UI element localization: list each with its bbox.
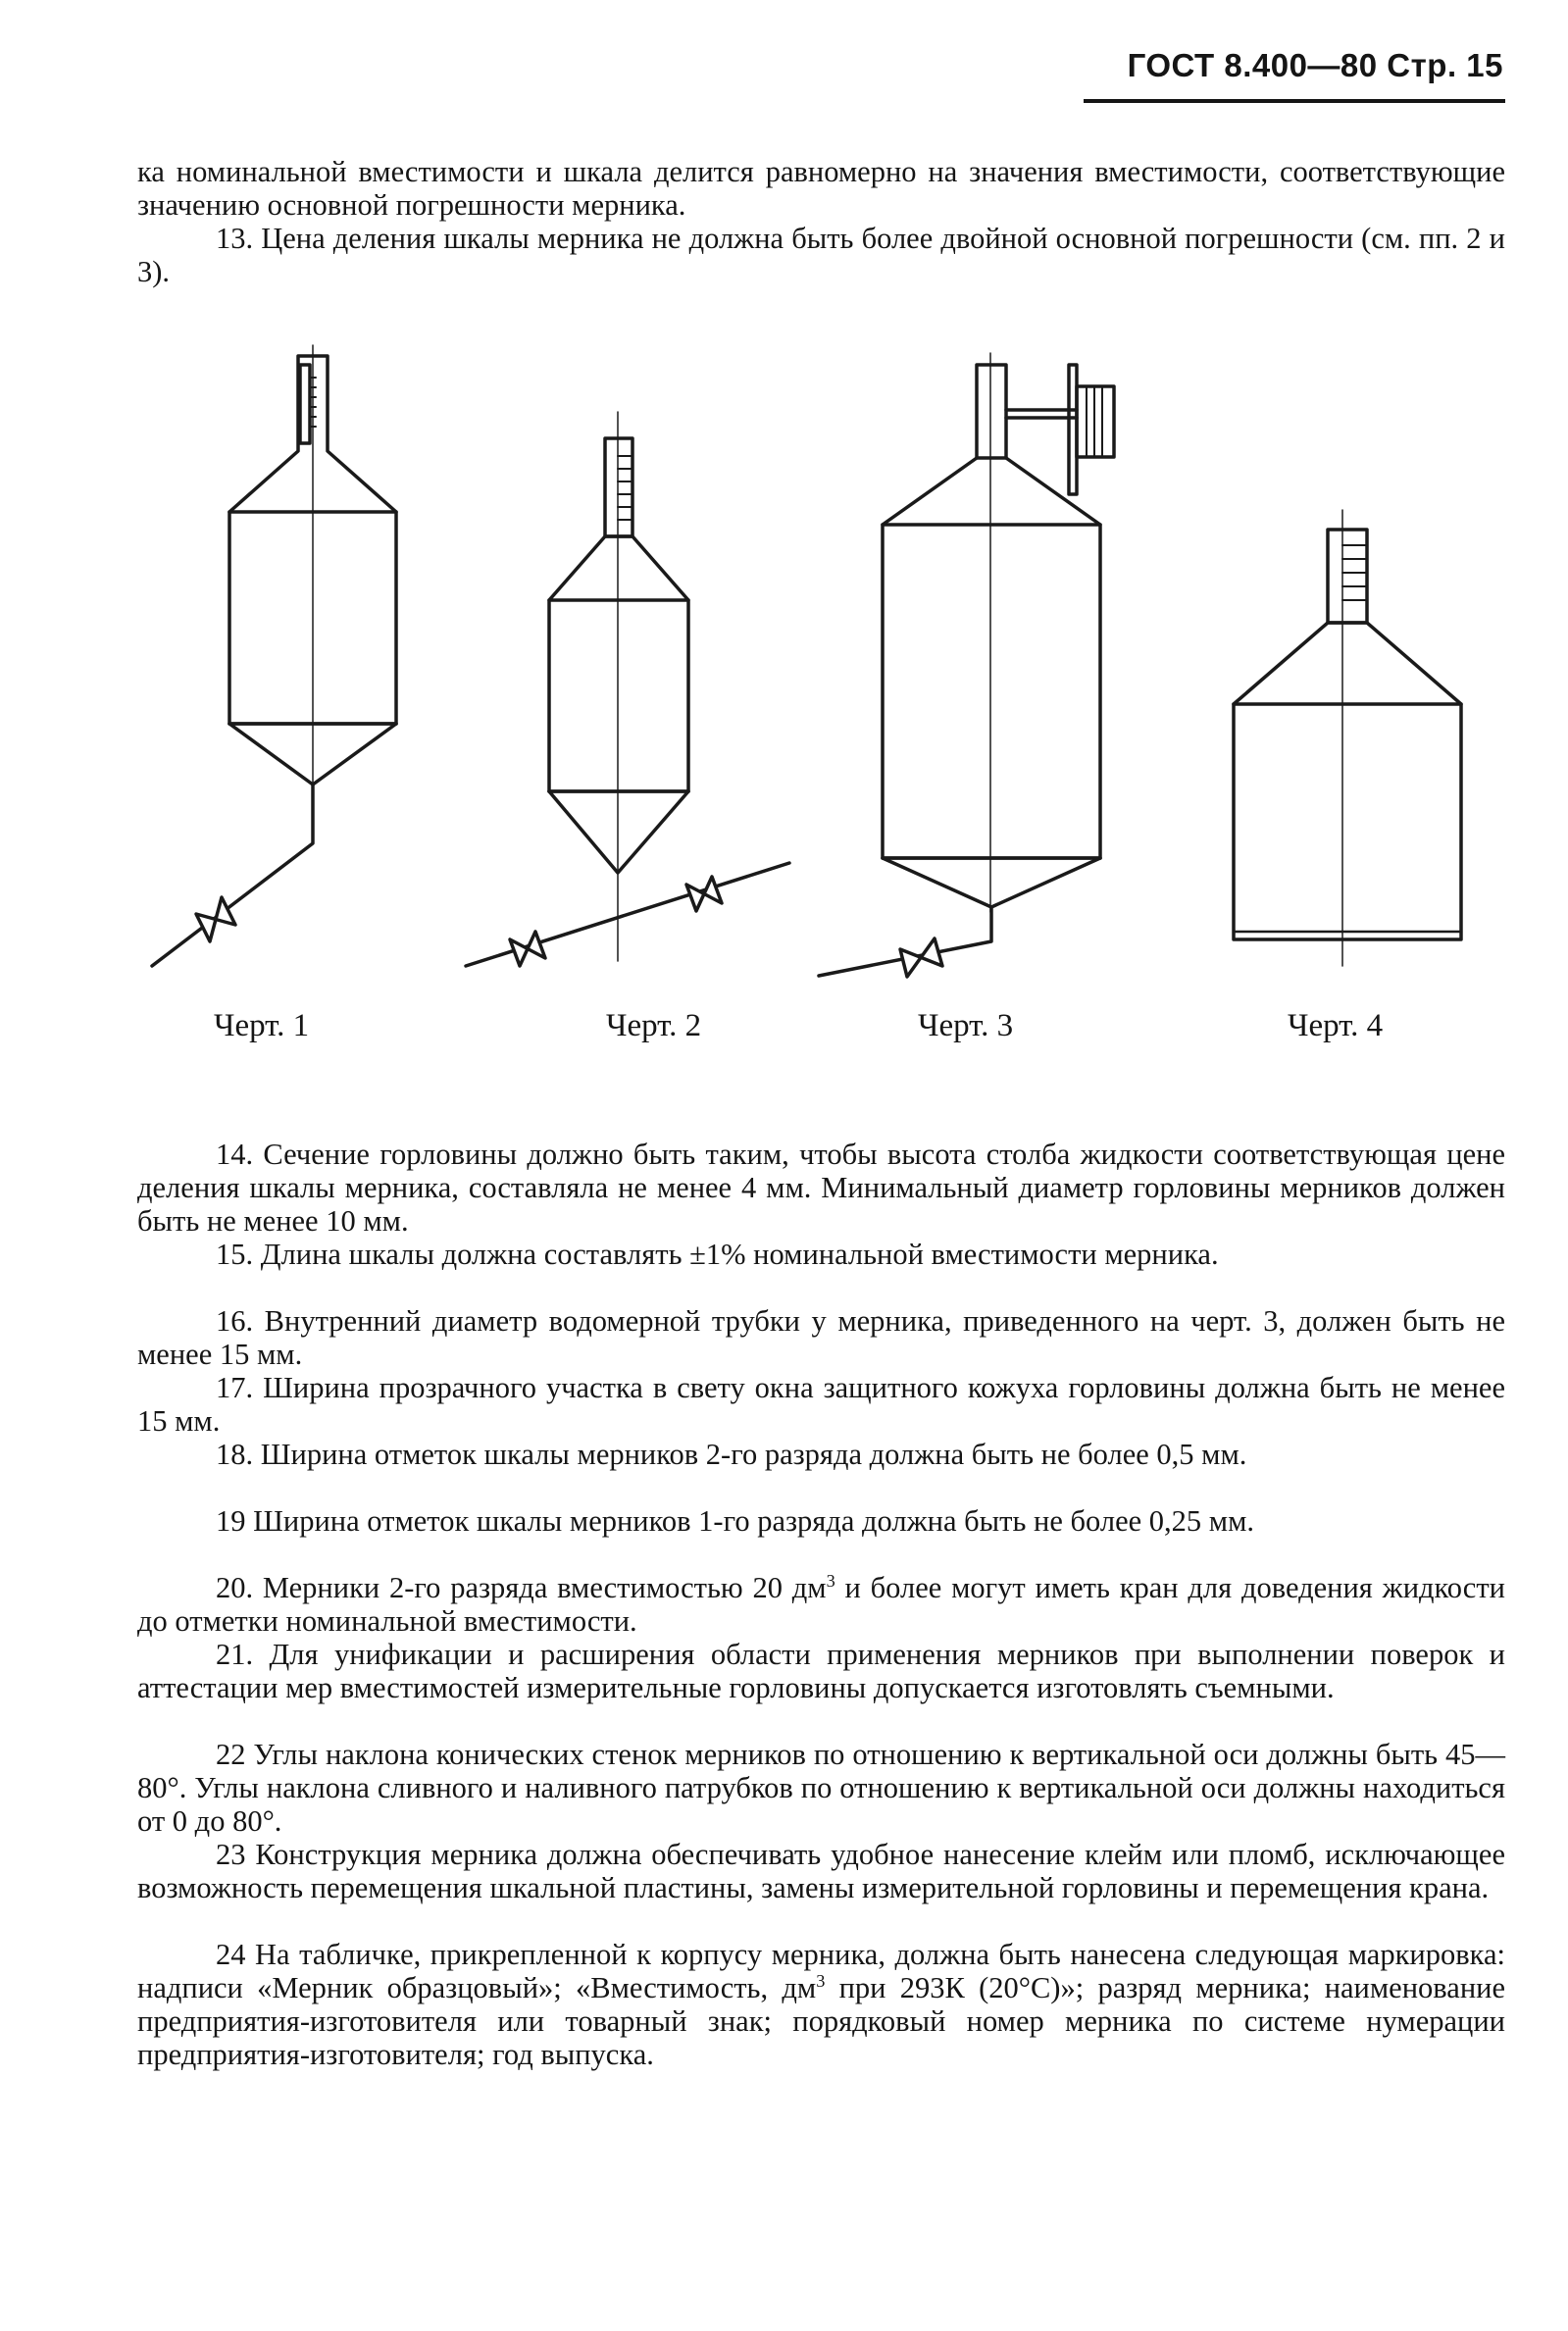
paragraph-20-sup: 3	[826, 1570, 835, 1591]
paragraph-19: 19 Ширина отметок шкалы мерников 1-го разряда должна быть не более 0,25 мм.	[216, 1504, 1255, 1538]
paragraph-21: 21. Для унификации и расширения области применения мерников при выполнении поверок и аттестации мер вместимостей измерительные горловины допускается изготовлять съемными.	[137, 1638, 1505, 1704]
valve-1	[196, 897, 235, 941]
caption-1: Черт. 1	[214, 1008, 310, 1043]
paragraph-20-text-b: и более могут иметь кран для доведения жидкости до отметки номинальной вместимости.	[137, 1571, 1505, 1638]
paragraph-20	[137, 1571, 1505, 1638]
caption-2: Черт. 2	[606, 1008, 702, 1043]
paragraph-17: 17. Ширина прозрачного участка в свету окна защитного кожуха горловины должна быть не менее 15 мм.	[137, 1371, 1505, 1438]
drawings-group	[137, 338, 1510, 995]
paragraph-15: 15. Длина шкалы должна составлять ±1% номинальной вместимости мерника.	[216, 1238, 1219, 1271]
drawing-4	[1234, 510, 1461, 966]
drawing-2	[466, 412, 789, 966]
caption-3: Черт. 3	[918, 1008, 1014, 1043]
paragraph-24-text-a: 24 На табличке, прикрепленной к корпусу мерника, должна быть нанесена следующая маркировка: надписи «Мерник образцовый»; «Вместимость, дм	[137, 1938, 1505, 2004]
paragraph-20-text-a: 20. Мерники 2-го разряда вместимостью 20 дм	[216, 1571, 827, 1604]
paragraph-continuation: ка номинальной вместимости и шкала делится равномерно на значения вместимости, соответствующие значению основной погрешности мерника.	[137, 155, 1505, 222]
drawing-3	[819, 353, 1114, 977]
paragraph-23: 23 Конструкция мерника должна обеспечивать удобное нанесение клейм или пломб, исключающее возможность перемещения шкальной пластины, замены измерительной горловины и перемещения крана.	[137, 1838, 1505, 1904]
paragraph-24	[137, 1938, 1505, 2071]
valve-2a	[510, 932, 545, 966]
paragraph-13: 13. Цена деления шкалы мерника не должна быть более двойной основной погрешности (см. пп. 2 и 3).	[137, 222, 1505, 288]
valve-3	[900, 938, 942, 977]
paragraph-14: 14. Сечение горловины должно быть таким, чтобы высота столба жидкости соответствующая цене деления шкалы мерника, составляла не менее 4 мм. Минимальный диаметр горловины мерников должен быть не менее 10 мм.	[137, 1138, 1505, 1238]
paragraph-18: 18. Ширина отметок шкалы мерников 2-го разряда должна быть не более 0,5 мм.	[216, 1438, 1247, 1471]
page-header: ГОСТ 8.400—80 Стр. 15	[1127, 47, 1503, 83]
paragraph-24-sup: 3	[816, 1970, 826, 1991]
paragraph-22: 22 Углы наклона конических стенок мерников по отношению к вертикальной оси должны быть 45—80°. Углы наклона сливного и наливного патрубков по отношению к вертикальной оси должны находиться от 0 до 80°.	[137, 1738, 1505, 1838]
paragraph-16: 16. Внутренний диаметр водомерной трубки у мерника, приведенного на черт. 3, должен быть не менее 15 мм.	[137, 1304, 1505, 1371]
drawing-1	[152, 345, 396, 966]
valve-2b	[686, 877, 722, 911]
header-rule	[1084, 99, 1505, 103]
scale-plate-1	[300, 365, 310, 443]
caption-4: Черт. 4	[1288, 1008, 1384, 1043]
paragraph-24-text-b: при 293К (20°С)»; разряд мерника; наименование предприятия-изготовителя или товарный знак; порядковый номер мерника по системе нумерации предприятия-изготовителя; год выпуска.	[137, 1971, 1506, 2071]
